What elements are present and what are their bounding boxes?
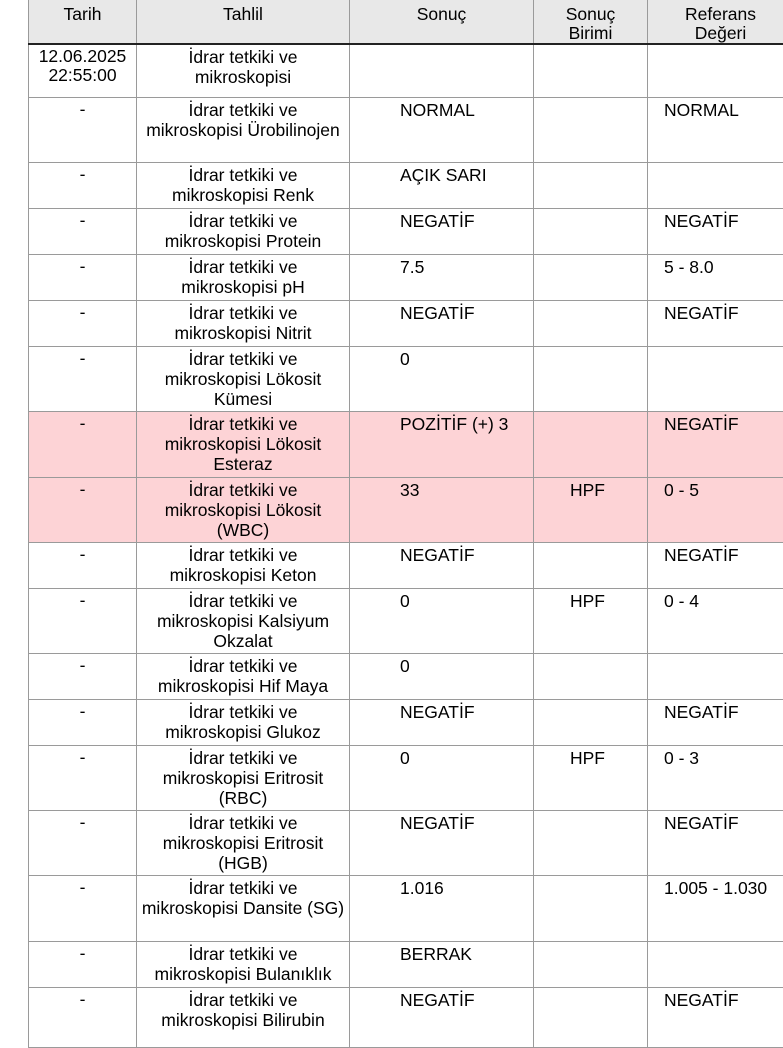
cell-sonuc: AÇIK SARI: [350, 162, 534, 208]
cell-sonuc: NORMAL: [350, 97, 534, 162]
cell-tarih: -: [29, 477, 137, 542]
cell-tarih: -: [29, 346, 137, 411]
cell-sonuc-birimi: [534, 411, 648, 477]
table-row: [29, 699, 783, 745]
cell-referans-degeri: [648, 941, 783, 987]
cell-tarih: -: [29, 745, 137, 810]
cell-sonuc-birimi: HPF: [534, 588, 648, 653]
col-header-tarih: Tarih: [29, 0, 137, 44]
cell-sonuc: 1.016: [350, 875, 534, 941]
cell-tarih: -: [29, 987, 137, 1047]
table-row: [29, 162, 783, 208]
header-row: [29, 0, 783, 44]
cell-tahlil: İdrar tetkiki ve mikroskopisi Renk: [137, 162, 350, 208]
cell-sonuc: 33: [350, 477, 534, 542]
col-header-ref-line2: Değeri: [650, 24, 783, 43]
cell-referans-degeri: 1.005 - 1.030: [648, 875, 783, 941]
table-row: [29, 588, 783, 653]
cell-sonuc: NEGATİF: [350, 699, 534, 745]
cell-tarih: -: [29, 162, 137, 208]
cell-tahlil: İdrar tetkiki ve mikroskopisi Lökosit Kümesi: [137, 346, 350, 411]
cell-tahlil: İdrar tetkiki ve mikroskopisi Kalsiyum Okzalat: [137, 588, 350, 653]
cell-sonuc: 7.5: [350, 254, 534, 300]
table-row: [29, 346, 783, 411]
table-row: [29, 254, 783, 300]
cell-tarih: -: [29, 208, 137, 254]
cell-tahlil: İdrar tetkiki ve mikroskopisi Ürobilinojen: [137, 97, 350, 162]
cell-sonuc: BERRAK: [350, 941, 534, 987]
table-row: [29, 987, 783, 1047]
cell-tahlil: İdrar tetkiki ve mikroskopisi Nitrit: [137, 300, 350, 346]
cell-sonuc: NEGATİF: [350, 300, 534, 346]
cell-sonuc-birimi: [534, 300, 648, 346]
col-header-sonuc: Sonuç: [350, 0, 534, 44]
cell-sonuc-birimi: [534, 254, 648, 300]
table-row: [29, 208, 783, 254]
cell-tarih: -: [29, 97, 137, 162]
cell-referans-degeri: 0 - 3: [648, 745, 783, 810]
cell-sonuc: [350, 44, 534, 97]
cell-sonuc: POZİTİF (+) 3: [350, 411, 534, 477]
cell-referans-degeri: [648, 346, 783, 411]
col-header-birim-line2: Birimi: [536, 24, 645, 43]
cell-sonuc: NEGATİF: [350, 542, 534, 588]
cell-sonuc: 0: [350, 745, 534, 810]
cell-tahlil: İdrar tetkiki ve mikroskopisi Hif Maya: [137, 653, 350, 699]
cell-tarih: -: [29, 699, 137, 745]
cell-tahlil: İdrar tetkiki ve mikroskopisi Eritrosit (HGB): [137, 810, 350, 875]
cell-sonuc-birimi: [534, 699, 648, 745]
cell-referans-degeri: 5 - 8.0: [648, 254, 783, 300]
cell-tahlil: İdrar tetkiki ve mikroskopisi Protein: [137, 208, 350, 254]
table-row: [29, 477, 783, 542]
cell-sonuc-birimi: [534, 987, 648, 1047]
table-header: [29, 0, 783, 44]
cell-sonuc-birimi: [534, 810, 648, 875]
table-row: [29, 97, 783, 162]
cell-tahlil: İdrar tetkiki ve mikroskopisi: [137, 44, 350, 97]
table-row: [29, 300, 783, 346]
table-row: [29, 745, 783, 810]
col-header-ref-line1: Referans: [650, 5, 783, 24]
cell-tahlil: İdrar tetkiki ve mikroskopisi Eritrosit (RBC): [137, 745, 350, 810]
cell-sonuc: NEGATİF: [350, 208, 534, 254]
cell-referans-degeri: 0 - 4: [648, 588, 783, 653]
cell-tarih: -: [29, 588, 137, 653]
table-row: [29, 875, 783, 941]
table-body: [29, 44, 783, 1047]
cell-sonuc: NEGATİF: [350, 810, 534, 875]
cell-tahlil: İdrar tetkiki ve mikroskopisi pH: [137, 254, 350, 300]
cell-sonuc: NEGATİF: [350, 987, 534, 1047]
table-row: [29, 810, 783, 875]
cell-tarih: -: [29, 254, 137, 300]
cell-sonuc-birimi: [534, 653, 648, 699]
cell-referans-degeri: [648, 162, 783, 208]
cell-sonuc: 0: [350, 346, 534, 411]
cell-referans-degeri: NEGATİF: [648, 300, 783, 346]
lab-results-table: [28, 0, 783, 1048]
table-row: [29, 542, 783, 588]
table-row: [29, 411, 783, 477]
col-header-sonuc-birimi: [534, 0, 648, 44]
cell-tarih: -: [29, 300, 137, 346]
cell-tahlil: İdrar tetkiki ve mikroskopisi Glukoz: [137, 699, 350, 745]
col-header-referans-degeri: [648, 0, 783, 44]
cell-referans-degeri: 0 - 5: [648, 477, 783, 542]
cell-tarih: -: [29, 875, 137, 941]
cell-tahlil: İdrar tetkiki ve mikroskopisi Lökosit Esteraz: [137, 411, 350, 477]
cell-tarih: -: [29, 411, 137, 477]
cell-referans-degeri: NEGATİF: [648, 411, 783, 477]
cell-sonuc-birimi: [534, 941, 648, 987]
cell-sonuc: 0: [350, 588, 534, 653]
cell-sonuc-birimi: HPF: [534, 477, 648, 542]
col-header-birim-line1: Sonuç: [536, 5, 645, 24]
cell-tarih: -: [29, 941, 137, 987]
cell-sonuc-birimi: [534, 346, 648, 411]
cell-sonuc-birimi: [534, 162, 648, 208]
cell-referans-degeri: NEGATİF: [648, 208, 783, 254]
cell-tahlil: İdrar tetkiki ve mikroskopisi Lökosit (WBC): [137, 477, 350, 542]
cell-tahlil: İdrar tetkiki ve mikroskopisi Bulanıklık: [137, 941, 350, 987]
cell-tarih: -: [29, 542, 137, 588]
cell-sonuc-birimi: [534, 208, 648, 254]
cell-tarih: 12.06.2025 22:55:00: [29, 44, 137, 97]
cell-referans-degeri: NORMAL: [648, 97, 783, 162]
cell-sonuc-birimi: [534, 875, 648, 941]
cell-referans-degeri: NEGATİF: [648, 699, 783, 745]
cell-tahlil: İdrar tetkiki ve mikroskopisi Bilirubin: [137, 987, 350, 1047]
cell-referans-degeri: NEGATİF: [648, 542, 783, 588]
cell-referans-degeri: NEGATİF: [648, 810, 783, 875]
cell-tahlil: İdrar tetkiki ve mikroskopisi Dansite (SG): [137, 875, 350, 941]
col-header-tahlil: Tahlil: [137, 0, 350, 44]
cell-sonuc-birimi: [534, 542, 648, 588]
cell-sonuc-birimi: HPF: [534, 745, 648, 810]
cell-tahlil: İdrar tetkiki ve mikroskopisi Keton: [137, 542, 350, 588]
cell-tarih: -: [29, 810, 137, 875]
table-row: [29, 44, 783, 97]
table-row: [29, 653, 783, 699]
cell-referans-degeri: [648, 44, 783, 97]
table-row: [29, 941, 783, 987]
cell-sonuc-birimi: [534, 97, 648, 162]
cell-sonuc: 0: [350, 653, 534, 699]
cell-sonuc-birimi: [534, 44, 648, 97]
cell-referans-degeri: NEGATİF: [648, 987, 783, 1047]
cell-tarih: -: [29, 653, 137, 699]
cell-referans-degeri: [648, 653, 783, 699]
